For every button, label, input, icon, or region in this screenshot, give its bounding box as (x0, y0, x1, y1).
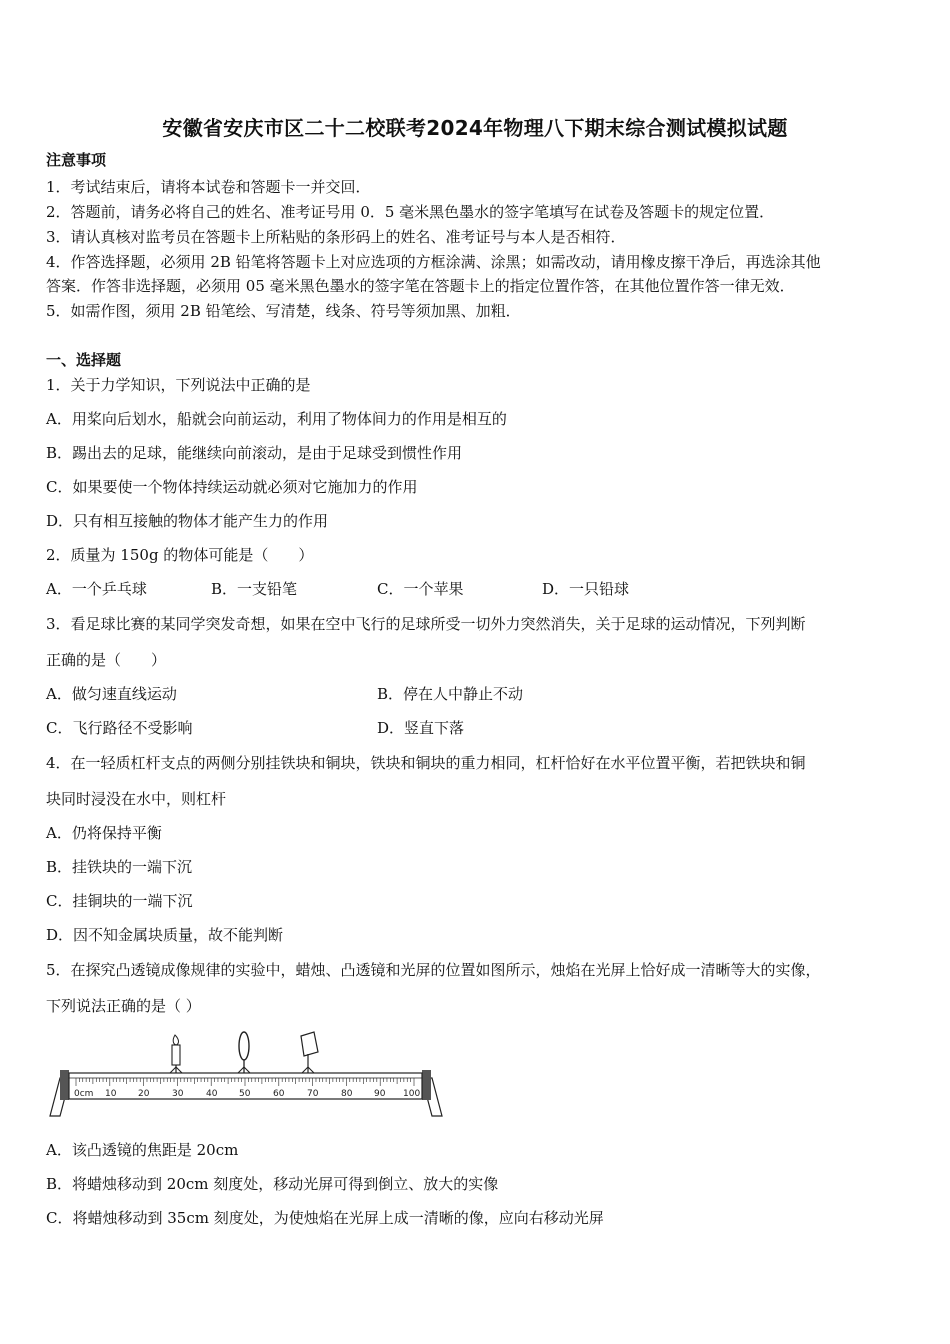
ruler-label-100: 100 (403, 1089, 421, 1099)
q2-stem: 2．质量为 150g 的物体可能是（ ） (46, 546, 314, 564)
q5-stem-line2: 下列说法正确的是（ ） (46, 997, 201, 1015)
q3-option-b: B．停在人中静止不动 (377, 685, 524, 703)
q5-option-b: B．将蜡烛移动到 20cm 刻度处，移动光屏可得到倒立、放大的实像 (46, 1175, 499, 1193)
q5-option-a: A．该凸透镜的焦距是 20cm (46, 1141, 239, 1159)
ruler-label-40: 40 (206, 1089, 218, 1099)
notice-item: 1．考试结束后，请将本试卷和答题卡一并交回． (46, 178, 371, 196)
ruler-label-0: 0cm (74, 1089, 94, 1099)
notice-item: 答案．作答非选择题，必须用 05 毫米黑色墨水的签字笔在答题卡上的指定位置作答，在其他位置作答一律无效． (46, 277, 795, 295)
q1-option-b: B．踢出去的足球，能继续向前滚动，是由于足球受到惯性作用 (46, 444, 463, 462)
q4-option-c: C．挂铜块的一端下沉 (46, 892, 193, 910)
q2-option-a: A．一个乒乓球 (46, 580, 147, 598)
q3-option-a: A．做匀速直线运动 (46, 685, 177, 703)
q3-option-d: D．竖直下落 (377, 719, 465, 737)
ruler-label-80: 80 (341, 1089, 353, 1099)
q3-stem-line1: 3．看足球比赛的某同学突发奇想，如果在空中飞行的足球所受一切外力突然消失，关于足球的运动情况，下列判断 (46, 615, 806, 633)
notice-item: 3．请认真核对监考员在答题卡上所粘贴的条形码上的姓名、准考证号与本人是否相符． (46, 228, 626, 246)
q4-option-a: A．仍将保持平衡 (46, 824, 162, 842)
q5-option-c: C．将蜡烛移动到 35cm 刻度处，为使烛焰在光屏上成一清晰的像，应向右移动光屏 (46, 1209, 604, 1227)
q5-stem-line1: 5．在探究凸透镜成像规律的实验中，蜡烛、凸透镜和光屏的位置如图所示，烛焰在光屏上恰好成一清晰等大的实像， (46, 961, 821, 979)
q4-stem-line1: 4．在一轻质杠杆支点的两侧分别挂铁块和铜块，铁块和铜块的重力相同，杠杆恰好在水平位置平衡，若把铁块和铜 (46, 754, 806, 772)
ruler-label-70: 70 (307, 1089, 319, 1099)
notice-item: 2．答题前，请务必将自己的姓名、准考证号用 0．5 毫米黑色墨水的签字笔填写在试卷及答题卡的规定位置． (46, 203, 775, 221)
ruler-label-90: 90 (374, 1089, 386, 1099)
ruler-label-50: 50 (239, 1089, 251, 1099)
q2-option-c: C．一个苹果 (377, 580, 464, 598)
section-heading: 一、选择题 (46, 351, 122, 369)
q2-option-d: D．一只铅球 (542, 580, 630, 598)
ruler-label-10: 10 (105, 1089, 117, 1099)
q3-stem-line2: 正确的是（ ） (46, 651, 167, 669)
q1-stem: 1．关于力学知识，下列说法中正确的是 (46, 376, 311, 394)
candle (170, 1035, 182, 1073)
ruler-label-20: 20 (138, 1089, 150, 1099)
page-title: 安徽省安庆市区二十二校联考2024年物理八下期末综合测试模拟试题 (162, 116, 788, 140)
notice-item: 5．如需作图，须用 2B 铅笔绘、写清楚，线条、符号等须加黑、加粗． (46, 302, 521, 320)
q4-option-b: B．挂铁块的一端下沉 (46, 858, 193, 876)
q3-option-c: C．飞行路径不受影响 (46, 719, 193, 737)
q1-option-c: C．如果要使一个物体持续运动就必须对它施加力的作用 (46, 478, 418, 496)
right-end-post (422, 1070, 431, 1100)
q4-stem-line2: 块同时浸没在水中，则杠杆 (46, 790, 227, 808)
q1-option-d: D．只有相互接触的物体才能产生力的作用 (46, 512, 329, 530)
notice-item: 4．作答选择题，必须用 2B 铅笔将答题卡上对应选项的方框涂满、涂黑；如需改动，请用橡皮擦干净后，再选涂其他 (46, 253, 821, 271)
q2-option-b: B．一支铅笔 (211, 580, 298, 598)
q1-option-a: A．用桨向后划水，船就会向前运动，利用了物体间力的作用是相互的 (46, 410, 507, 428)
light-screen (301, 1032, 318, 1073)
left-end-post (60, 1070, 69, 1100)
convex-lens (238, 1032, 250, 1073)
notice-heading: 注意事项 (46, 151, 107, 169)
ruler-label-30: 30 (172, 1089, 184, 1099)
optical-bench-figure (46, 1030, 446, 1120)
ruler-label-60: 60 (273, 1089, 285, 1099)
q4-option-d: D．因不知金属块质量，故不能判断 (46, 926, 284, 944)
